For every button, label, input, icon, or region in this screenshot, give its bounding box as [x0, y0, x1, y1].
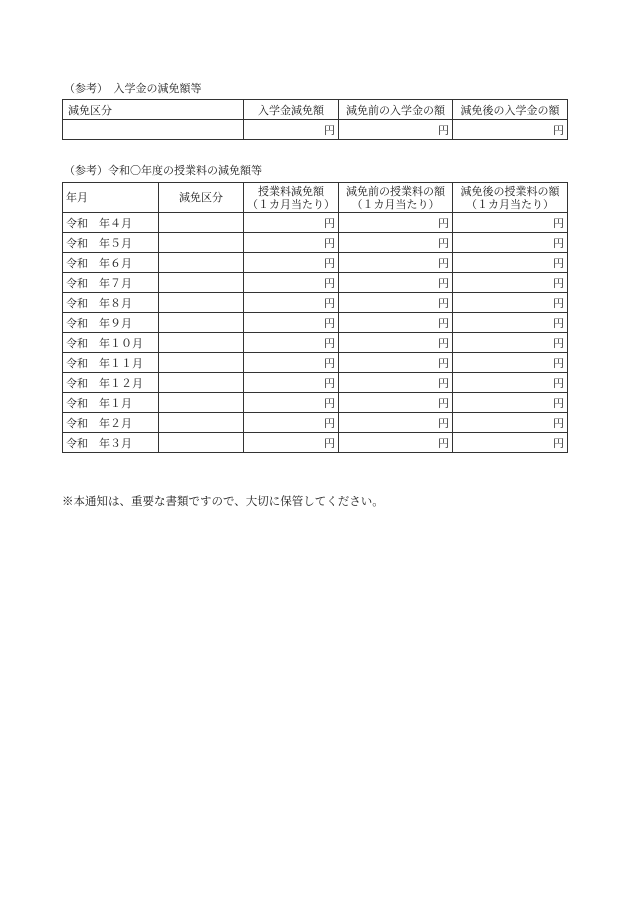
reduction-cell: 円: [244, 273, 339, 293]
admission-fee-table: [62, 99, 568, 140]
header-admission-reduction: 入学金減免額: [244, 100, 339, 120]
month-cell: 令和 年９月: [63, 313, 159, 333]
month-cell: 令和 年１０月: [63, 333, 159, 353]
category-cell: [159, 313, 244, 333]
after-cell: 円: [453, 413, 568, 433]
after-cell: 円: [453, 433, 568, 453]
before-cell: 円: [339, 373, 453, 393]
before-cell: 円: [339, 433, 453, 453]
category-cell: [159, 373, 244, 393]
table-row: [63, 373, 568, 393]
admission-before-cell: 円: [339, 120, 453, 140]
category-cell: [159, 253, 244, 273]
admission-header-row: [63, 100, 568, 120]
header-tuition-before-line1: 減免前の授業料の額: [346, 184, 445, 198]
table-row: [63, 413, 568, 433]
after-cell: 円: [453, 373, 568, 393]
month-cell: 令和 年８月: [63, 293, 159, 313]
tuition-header-row: [63, 183, 568, 213]
table-row: [63, 393, 568, 413]
table-row: [63, 253, 568, 273]
before-cell: 円: [339, 233, 453, 253]
month-cell: 令和 年３月: [63, 433, 159, 453]
table-row: [63, 313, 568, 333]
category-cell: [159, 413, 244, 433]
category-cell: [159, 233, 244, 253]
category-cell: [159, 293, 244, 313]
reduction-cell: 円: [244, 433, 339, 453]
category-cell: [159, 333, 244, 353]
after-cell: 円: [453, 273, 568, 293]
before-cell: 円: [339, 273, 453, 293]
reduction-cell: 円: [244, 313, 339, 333]
admission-data-row: [63, 120, 568, 140]
month-cell: 令和 年７月: [63, 273, 159, 293]
month-cell: 令和 年１２月: [63, 373, 159, 393]
before-cell: 円: [339, 313, 453, 333]
category-cell: [159, 213, 244, 233]
month-cell: 令和 年１月: [63, 393, 159, 413]
header-tuition-reduction: [244, 183, 339, 213]
before-cell: 円: [339, 353, 453, 373]
storage-notice: ※本通知は、重要な書類ですので、大切に保管してください。: [62, 494, 384, 508]
header-tuition-after-line1: 減免後の授業料の額: [460, 184, 560, 198]
header-admission-before: 減免前の入学金の額: [339, 100, 453, 120]
header-tuition-after: [453, 183, 568, 213]
month-cell: 令和 年１１月: [63, 353, 159, 373]
admission-after-cell: 円: [453, 120, 568, 140]
month-cell: 令和 年４月: [63, 213, 159, 233]
category-cell: [159, 393, 244, 413]
header-tuition-after-line2: （１カ月当たり）: [466, 197, 554, 211]
reduction-cell: 円: [244, 413, 339, 433]
after-cell: 円: [453, 393, 568, 413]
after-cell: 円: [453, 253, 568, 273]
table-row: [63, 353, 568, 373]
before-cell: 円: [339, 393, 453, 413]
month-cell: 令和 年５月: [63, 233, 159, 253]
table-row: [63, 333, 568, 353]
reduction-cell: 円: [244, 293, 339, 313]
table-row: [63, 293, 568, 313]
before-cell: 円: [339, 333, 453, 353]
before-cell: 円: [339, 413, 453, 433]
reduction-cell: 円: [244, 373, 339, 393]
reduction-cell: 円: [244, 353, 339, 373]
before-cell: 円: [339, 213, 453, 233]
header-tuition-before-line2: （１カ月当たり）: [351, 197, 440, 211]
header-tuition-before: [339, 183, 453, 213]
table-row: [63, 233, 568, 253]
month-cell: 令和 年２月: [63, 413, 159, 433]
reduction-cell: 円: [244, 333, 339, 353]
after-cell: 円: [453, 293, 568, 313]
header-tuition-reduction-line1: 授業料減免額: [258, 184, 324, 198]
table-row: [63, 273, 568, 293]
header-tuition-reduction-line2: （１カ月当たり）: [247, 197, 335, 211]
header-admission-after: 減免後の入学金の額: [453, 100, 568, 120]
category-cell: [159, 353, 244, 373]
reduction-cell: 円: [244, 393, 339, 413]
after-cell: 円: [453, 213, 568, 233]
admission-category-cell: [63, 120, 244, 140]
header-category: 減免区分: [63, 100, 244, 120]
admission-reduction-cell: 円: [244, 120, 339, 140]
category-cell: [159, 273, 244, 293]
before-cell: 円: [339, 293, 453, 313]
tuition-table: [62, 182, 568, 453]
after-cell: 円: [453, 353, 568, 373]
before-cell: 円: [339, 253, 453, 273]
table-row: [63, 213, 568, 233]
table-row: [63, 433, 568, 453]
after-cell: 円: [453, 333, 568, 353]
tuition-heading: （参考）令和〇年度の授業料の減免額等: [64, 164, 262, 177]
reduction-cell: 円: [244, 213, 339, 233]
header-month: 年月: [63, 183, 159, 213]
reduction-cell: 円: [244, 233, 339, 253]
reduction-cell: 円: [244, 253, 339, 273]
after-cell: 円: [453, 313, 568, 333]
month-cell: 令和 年６月: [63, 253, 159, 273]
admission-fee-heading: （参考） 入学金の減免額等: [64, 82, 202, 95]
header-category: 減免区分: [159, 183, 244, 213]
after-cell: 円: [453, 233, 568, 253]
category-cell: [159, 433, 244, 453]
